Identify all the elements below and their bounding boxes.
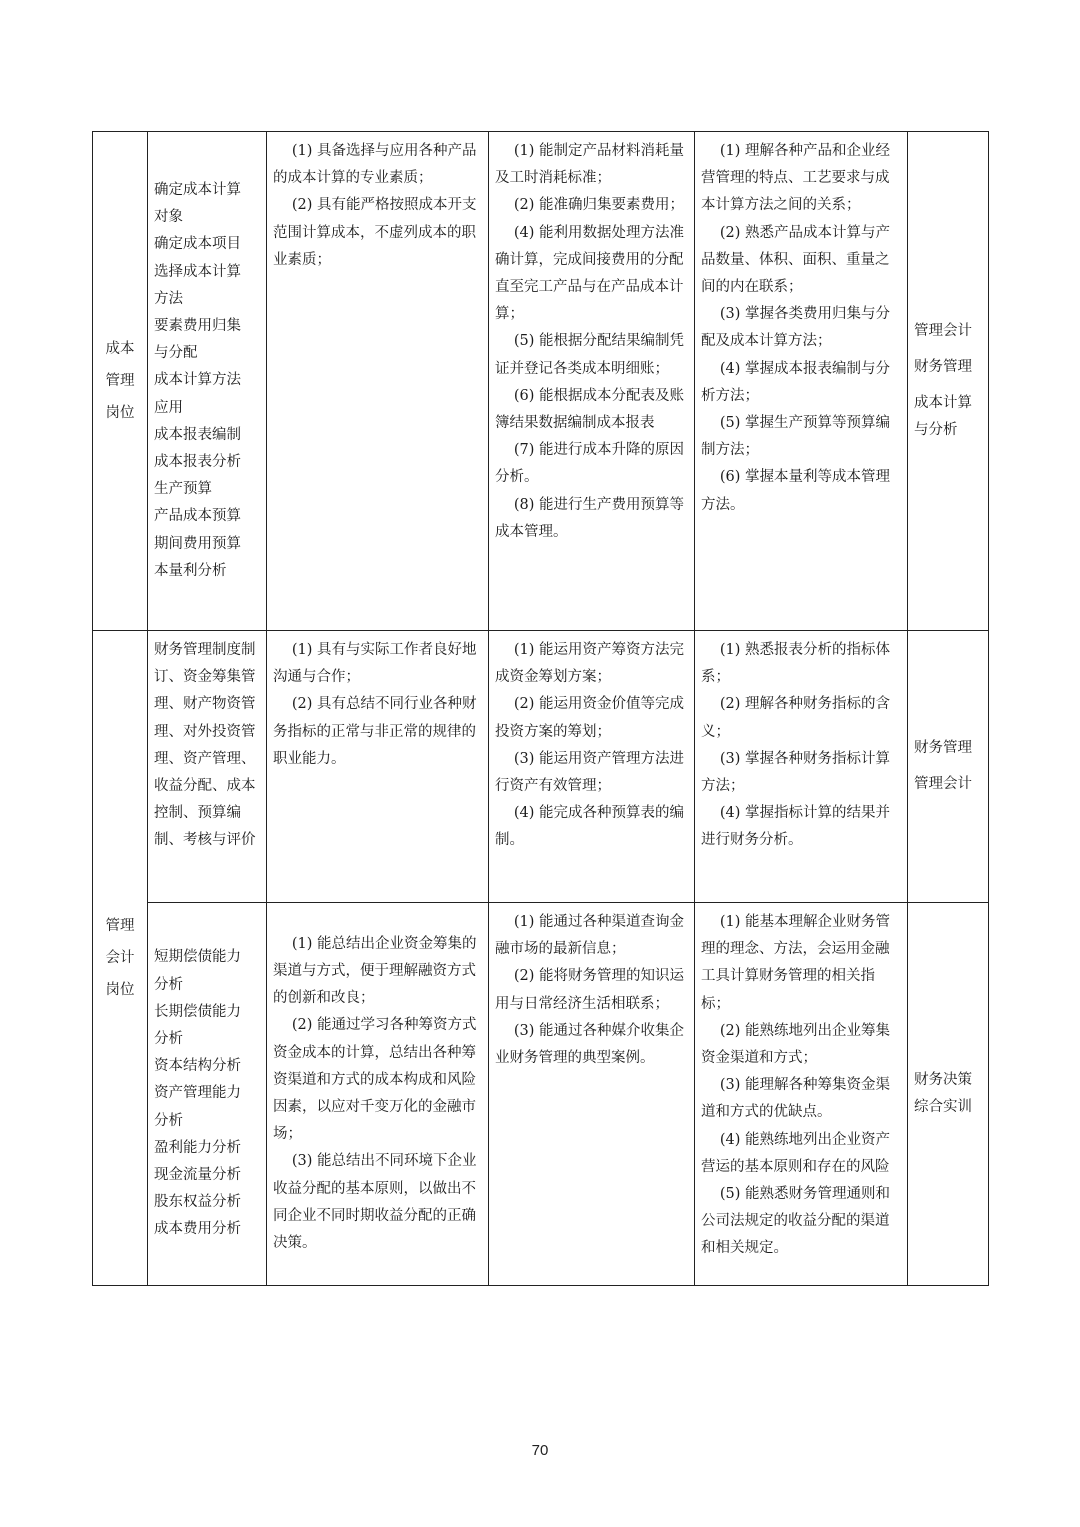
work-tasks-cell (148, 631, 267, 903)
task-item: 选择成本计算 (154, 263, 241, 280)
task-item: 分析 (154, 1030, 183, 1047)
job-title-line: 成本 (105, 341, 135, 357)
task-item: 现金流量分析 (154, 1167, 241, 1183)
knowledge-item: (5) 能熟悉财务管理通则和公司法规定的收益分配的渠道和相关规定。 (701, 1186, 890, 1257)
work-tasks-cell (148, 903, 267, 1286)
task-item: 与分配 (154, 345, 198, 362)
table-row (93, 132, 989, 631)
knowledge-item: (4) 能熟练地列出企业资产营运的基本原则和存在的风险 (701, 1131, 890, 1175)
skill-item: (2) 能将财务管理的知识运用与日常经济生活相联系； (495, 968, 684, 1012)
quality-item: (2) 能通过学习各种筹资方式资金成本的计算，总结出各种筹资渠道和方式的成本构成和风险因素，以应对千变万化的金融市场； (273, 1017, 477, 1143)
task-item: 盈利能力分析 (154, 1139, 241, 1156)
courses-cell (908, 903, 989, 1286)
task-item: 长期偿债能力 (154, 1003, 241, 1020)
courses-cell (908, 132, 989, 631)
knowledge-item: (3) 能理解各种筹集资金渠道和方式的优缺点。 (701, 1077, 890, 1121)
skills-cell (489, 631, 695, 903)
task-item: 要素费用归集 (154, 317, 241, 334)
skill-item: (1) 能制定产品材料消耗量及工时消耗标准； (495, 143, 684, 187)
knowledge-item: (1) 熟悉报表分析的指标体系； (701, 642, 890, 686)
task-item: 本量利分析 (154, 562, 227, 579)
task-item: 资产管理能力 (154, 1085, 241, 1102)
job-title-line: 岗位 (105, 405, 135, 421)
task-item: 对象 (154, 209, 183, 226)
quality-cell (267, 903, 489, 1286)
skill-item: (7) 能进行成本升降的原因分析。 (495, 442, 684, 486)
skills-cell (489, 903, 695, 1286)
course-name: 财务管理 (914, 358, 972, 375)
skill-item: (3) 能通过各种媒介收集企业财务管理的典型案例。 (495, 1022, 684, 1067)
course-name: 成本计算与分析 (914, 395, 972, 439)
knowledge-cell (695, 903, 908, 1286)
task-item: 财务管理制度制订、资金筹集管理、财产物资管理、对外投资管理、资产管理、收益分配、成本控制、预算编制、考核与评价 (154, 642, 256, 849)
quality-item: (3) 能总结出不同环境下企业收益分配的基本原则，以做出不同企业不同时期收益分配的正确决策。 (273, 1153, 477, 1252)
skill-item: (1) 能运用资产筹资方法完成资金筹划方案； (495, 642, 684, 686)
skill-item: (2) 能准确归集要素费用； (513, 197, 684, 214)
task-item: 产品成本预算 (154, 508, 241, 525)
job-title-cell (93, 132, 148, 631)
job-title-line: 会计 (105, 950, 135, 966)
knowledge-item: (4) 掌握成本报表编制与分析方法； (701, 360, 890, 404)
job-title-line: 岗位 (105, 982, 135, 998)
skill-item: (4) 能利用数据处理方法准确计算，完成间接费用的分配直至完工产品与在产品成本计算； (495, 224, 684, 323)
skills-cell (489, 132, 695, 631)
task-item: 成本报表编制 (154, 426, 241, 443)
knowledge-item: (2) 熟悉产品成本计算与产品数量、体积、面积、重量之间的内在联系； (701, 224, 890, 296)
course-name: 财务管理 (914, 739, 972, 756)
task-item: 分析 (154, 1112, 183, 1129)
skill-item: (8) 能进行生产费用预算等成本管理。 (495, 496, 684, 540)
job-title-line: 管理 (105, 373, 135, 389)
skill-item: (3) 能运用资产管理方法进行资产有效管理； (495, 750, 684, 795)
course-name: 管理会计 (914, 776, 972, 792)
course-name: 财务决策综合实训 (914, 1071, 972, 1115)
quality-item: (1) 具备选择与应用各种产品的成本计算的专业素质； (273, 143, 477, 187)
curriculum-table (92, 131, 989, 1286)
knowledge-item: (2) 能熟练地列出企业筹集资金渠道和方式； (701, 1022, 890, 1067)
quality-item: (1) 能总结出企业资金筹集的渠道与方式，便于理解融资方式的创新和改良； (273, 935, 477, 1007)
quality-item: (2) 具有能严格按照成本开支范围计算成本，不虚列成本的职业素质； (273, 197, 477, 268)
task-item: 方法 (154, 290, 183, 307)
task-item: 成本计算方法 (154, 372, 241, 389)
task-item: 确定成本项目 (154, 236, 241, 253)
quality-item: (2) 具有总结不同行业各种财务指标的正常与非正常的规律的职业能力。 (273, 696, 477, 767)
knowledge-item: (1) 能基本理解企业财务管理的理念、方法，会运用金融工具计算财务管理的相关指标； (701, 914, 890, 1012)
task-item: 确定成本计算 (154, 181, 241, 198)
quality-cell (267, 631, 489, 903)
knowledge-item: (4) 掌握指标计算的结果并进行财务分析。 (701, 805, 890, 849)
task-item: 资本结构分析 (154, 1058, 241, 1075)
quality-item: (1) 具有与实际工作者良好地沟通与合作； (273, 642, 477, 686)
knowledge-item: (6) 掌握本量利等成本管理方法。 (701, 469, 890, 513)
task-item: 成本报表分析 (154, 454, 241, 470)
task-item: 应用 (154, 399, 183, 416)
task-item: 生产预算 (154, 481, 212, 498)
task-item: 成本费用分析 (154, 1221, 241, 1238)
skill-item: (4) 能完成各种预算表的编制。 (495, 805, 684, 849)
job-title-cell (93, 631, 148, 1286)
task-item: 股东权益分析 (154, 1194, 241, 1211)
task-item: 期间费用预算 (154, 535, 241, 552)
knowledge-cell (695, 631, 908, 903)
table-row (93, 903, 989, 1286)
task-item: 分析 (154, 976, 183, 993)
task-item: 短期偿债能力 (154, 949, 241, 966)
knowledge-item: (5) 掌握生产预算等预算编制方法； (701, 415, 890, 459)
knowledge-item: (2) 理解各种财务指标的含义； (701, 696, 890, 740)
table-row (93, 631, 989, 903)
skill-item: (1) 能通过各种渠道查询金融市场的最新信息； (495, 914, 684, 958)
skill-item: (6) 能根据成本分配表及账簿结果数据编制成本报表 (495, 387, 684, 432)
knowledge-item: (1) 理解各种产品和企业经营管理的特点、工艺要求与成本计算方法之间的关系； (701, 143, 890, 214)
page-number: 70 (531, 1442, 549, 1459)
knowledge-item: (3) 掌握各种财务指标计算方法； (701, 750, 890, 795)
job-title-line: 管理 (105, 918, 135, 934)
work-tasks-cell (148, 132, 267, 631)
course-name: 管理会计 (914, 322, 972, 339)
quality-cell (267, 132, 489, 631)
courses-cell (908, 631, 989, 903)
knowledge-cell (695, 132, 908, 631)
skill-item: (2) 能运用资金价值等完成投资方案的筹划； (495, 696, 684, 740)
skill-item: (5) 能根据分配结果编制凭证并登记各类成本明细账； (495, 333, 684, 377)
knowledge-item: (3) 掌握各类费用归集与分配及成本计算方法； (701, 306, 890, 350)
